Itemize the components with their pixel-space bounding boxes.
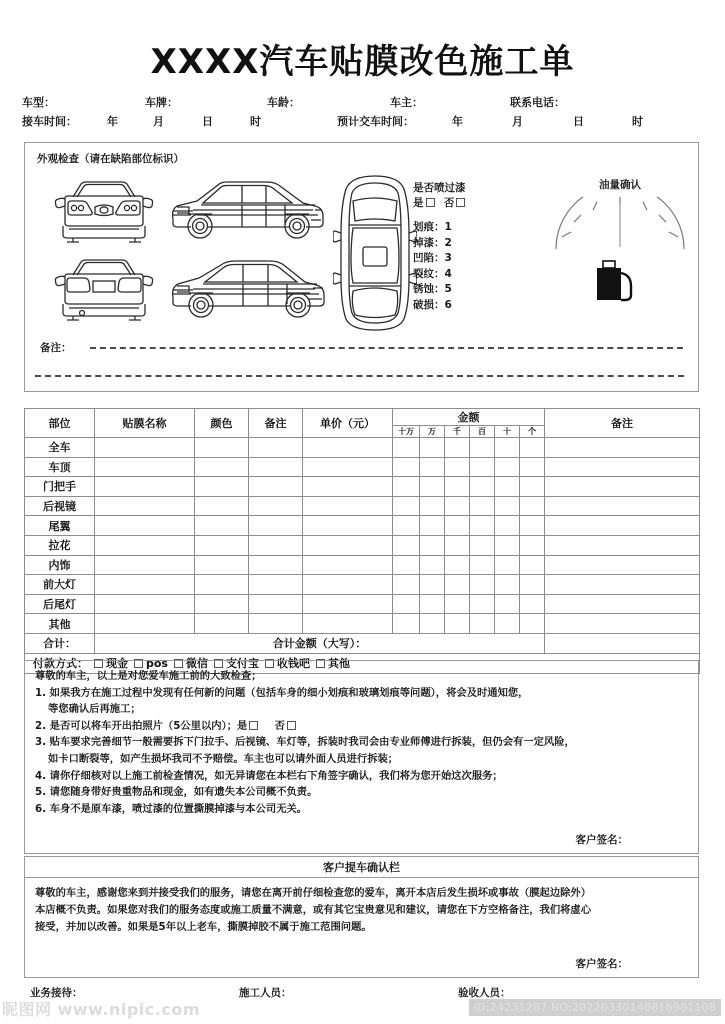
cell-unit-price[interactable] <box>303 535 393 555</box>
cell-film-name[interactable] <box>95 516 195 536</box>
cell-amt-100k[interactable] <box>393 516 420 536</box>
paint-no-checkbox[interactable] <box>456 198 465 207</box>
table-row[interactable] <box>25 614 700 634</box>
th-color: 颜色 <box>195 409 249 438</box>
th-amount-100k: 十万 <box>393 426 420 438</box>
cell-amt-10[interactable] <box>495 614 520 634</box>
cell-remark2[interactable] <box>545 555 700 575</box>
cell-remark2[interactable] <box>545 516 700 536</box>
cell-remark2[interactable] <box>545 438 700 458</box>
table-row[interactable] <box>25 516 700 536</box>
row-part-label: 门把手 <box>25 477 95 497</box>
cell-amt-1k[interactable] <box>445 438 470 458</box>
cell-amt-1k[interactable] <box>445 535 470 555</box>
cell-amt-1k[interactable] <box>445 614 470 634</box>
term-item-3-cont: 如卡口断裂等，如产生损坏我司不予赔偿。车主也可以请外面人员进行拆装； <box>48 752 399 765</box>
term-number: 1. <box>35 686 47 699</box>
deliver-month[interactable]: 月 <box>512 115 523 128</box>
cell-amt-10k[interactable] <box>420 477 445 497</box>
cell-amt-10k[interactable] <box>420 575 445 595</box>
term-text: 如果我方在施工过程中发现有任何新的问题（包括车身的细小划痕和玻璃划痕等问题），将会及时通知您， <box>49 686 529 699</box>
total-row <box>25 633 700 653</box>
term-text: 请你仔细核对以上施工前检查情况，如无异请您在本栏右下角签字确认，我们将为您开始这次服务； <box>49 769 503 782</box>
cell-amt-100k[interactable] <box>393 496 420 516</box>
cell-amt-100[interactable] <box>470 555 495 575</box>
car-rear-view-icon[interactable] <box>51 257 157 323</box>
cell-unit-price[interactable] <box>303 614 393 634</box>
deliver-hour[interactable]: 时 <box>632 115 643 128</box>
term-item-6 <box>35 801 688 818</box>
table-row[interactable] <box>25 594 700 614</box>
cell-amt-10[interactable] <box>495 535 520 555</box>
th-film-name: 贴膜名称 <box>95 409 195 438</box>
receive-hour[interactable]: 时 <box>250 115 261 128</box>
cell-amt-10k[interactable] <box>420 614 445 634</box>
cell-color[interactable] <box>195 477 249 497</box>
table-header-row <box>25 409 700 426</box>
cell-color[interactable] <box>195 535 249 555</box>
cell-amt-1k[interactable] <box>445 575 470 595</box>
row-part-label: 内饰 <box>25 555 95 575</box>
damage-code-scratch <box>413 220 467 236</box>
cell-amt-100k[interactable] <box>393 457 420 477</box>
cell-amt-10[interactable] <box>495 477 520 497</box>
cell-remark[interactable] <box>249 438 303 458</box>
header-fields <box>22 94 703 132</box>
term-item-5 <box>35 784 688 801</box>
payment-option-pos: pos <box>146 657 168 671</box>
fuel-gauge-panel <box>545 177 695 307</box>
row-part-label: 车顶 <box>25 457 95 477</box>
damage-code-rust <box>413 282 467 298</box>
page-title: XXXX汽车贴膜改色施工单 <box>150 42 575 82</box>
car-front-view-icon[interactable] <box>51 179 157 245</box>
cell-unit-price[interactable] <box>303 575 393 595</box>
th-amount-1k: 千 <box>445 426 470 438</box>
table-row[interactable] <box>25 555 700 575</box>
terms-panel <box>24 660 699 854</box>
cell-film-name[interactable] <box>95 438 195 458</box>
damage-label: 裂纹： <box>413 267 445 280</box>
header-row-2 <box>22 113 703 132</box>
cell-amt-1[interactable] <box>520 555 545 575</box>
cell-film-name[interactable] <box>95 477 195 497</box>
term-text: 请您随身带好贵重物品和现金，如有遗失本公司概不负责。 <box>49 786 318 799</box>
payment-option-alipay: 支付宝 <box>225 657 259 671</box>
damage-label: 破损： <box>413 298 445 311</box>
cell-amt-10k[interactable] <box>420 594 445 614</box>
term-text: 贴车要求完善细节一般需要拆下门拉手、后视镜、车灯等，拆装时我司会由专业师傅进行拆装，但仍会有一定风险， <box>49 736 575 749</box>
damage-legend <box>413 181 467 313</box>
cell-remark2[interactable] <box>545 496 700 516</box>
th-amount-10k: 万 <box>420 426 445 438</box>
cell-remark[interactable] <box>249 477 303 497</box>
cell-amt-10[interactable] <box>495 555 520 575</box>
damage-label: 划痕： <box>413 221 445 233</box>
cell-amt-10[interactable] <box>495 516 520 536</box>
table-row[interactable] <box>25 575 700 595</box>
th-amount: 金额 <box>393 409 545 426</box>
fuel-gauge-icon[interactable] <box>552 197 688 251</box>
cell-amt-10k[interactable] <box>420 457 445 477</box>
cell-remark[interactable] <box>249 555 303 575</box>
cell-amt-100[interactable] <box>470 535 495 555</box>
drive-out-no-checkbox[interactable] <box>287 721 296 730</box>
damage-code-broken <box>413 298 467 314</box>
damage-code: 3 <box>444 252 452 264</box>
cell-remark[interactable] <box>249 516 303 536</box>
payment-option-wechat: 微信 <box>185 657 208 671</box>
cell-unit-price[interactable] <box>303 438 393 458</box>
drive-out-no-label: 否 <box>274 719 285 732</box>
term-number: 5. <box>35 786 47 799</box>
cell-amt-100k[interactable] <box>393 614 420 634</box>
damage-code: 2 <box>444 236 452 249</box>
cell-amt-1[interactable] <box>520 477 545 497</box>
exterior-inspection-panel <box>24 142 699 392</box>
cell-amt-10k[interactable] <box>420 516 445 536</box>
field-deliver-time-label: 预计交车时间： <box>337 115 414 128</box>
damage-code-crack <box>413 267 467 283</box>
payment-option-cash: 现金 <box>106 657 128 671</box>
cell-amt-100[interactable] <box>470 575 495 595</box>
cell-amt-100[interactable] <box>470 477 495 497</box>
cell-color[interactable] <box>195 575 249 595</box>
damage-code-paint-loss <box>413 236 467 252</box>
term-number: 2. <box>35 719 47 732</box>
cell-color[interactable] <box>195 457 249 477</box>
cell-remark2[interactable] <box>545 457 700 477</box>
cell-amt-100[interactable] <box>470 594 495 614</box>
cell-color[interactable] <box>195 555 249 575</box>
damage-label: 掉漆： <box>413 236 445 249</box>
reception-label[interactable]: 业务接待： <box>30 987 83 999</box>
inspector-label[interactable]: 验收人员： <box>458 987 511 999</box>
total-words-label[interactable]: 合计金额（大写）： <box>95 633 545 653</box>
damage-code: 4 <box>444 267 452 280</box>
cell-amt-1[interactable] <box>520 594 545 614</box>
damage-code: 5 <box>444 283 452 295</box>
inspection-remark <box>39 339 684 356</box>
total-remark-cell[interactable] <box>545 633 700 653</box>
table-row[interactable] <box>25 438 700 458</box>
cell-amt-1[interactable] <box>520 614 545 634</box>
cell-remark2[interactable] <box>545 477 700 497</box>
cell-amt-100k[interactable] <box>393 555 420 575</box>
cell-film-name[interactable] <box>95 535 195 555</box>
cell-amt-100[interactable] <box>470 614 495 634</box>
cell-amt-1[interactable] <box>520 516 545 536</box>
th-part: 部位 <box>25 409 95 438</box>
car-side-view-icon[interactable] <box>163 177 328 247</box>
table-row[interactable] <box>25 496 700 516</box>
service-items-table <box>24 408 700 674</box>
cell-amt-1[interactable] <box>520 457 545 477</box>
row-part-label: 拉花 <box>25 535 95 555</box>
id-watermark: ID:24231287 NO:20220330140816981108 <box>469 999 721 1016</box>
th-unit-price: 单价（元） <box>303 409 393 438</box>
drive-out-yes-checkbox[interactable] <box>249 721 258 730</box>
pickup-confirm-content <box>25 878 698 936</box>
cell-remark[interactable] <box>249 496 303 516</box>
row-part-label: 前大灯 <box>25 575 95 595</box>
fuel-gauge-title: 油量确认 <box>599 179 641 191</box>
damage-label: 锈蚀： <box>413 283 445 295</box>
cell-amt-10[interactable] <box>495 575 520 595</box>
cell-amt-10k[interactable] <box>420 555 445 575</box>
term-number: 4. <box>35 769 47 782</box>
damage-code: 6 <box>444 298 452 311</box>
cell-unit-price[interactable] <box>303 594 393 614</box>
cell-remark[interactable] <box>249 457 303 477</box>
payment-option-shouqianba: 收钱吧 <box>276 657 310 671</box>
cell-remark[interactable] <box>249 575 303 595</box>
cell-amt-100[interactable] <box>470 438 495 458</box>
cell-amt-1k[interactable] <box>445 555 470 575</box>
table-row[interactable] <box>25 457 700 477</box>
row-part-label: 后视镜 <box>25 496 95 516</box>
paint-no-label: 否 <box>443 197 455 209</box>
payment-option-other: 其他 <box>327 657 350 671</box>
deliver-year[interactable]: 年 <box>452 115 463 128</box>
table-row[interactable] <box>25 535 700 555</box>
cell-unit-price[interactable] <box>303 457 393 477</box>
term-item-4 <box>35 768 688 785</box>
row-part-label: 其他 <box>25 614 95 634</box>
car-diagrams[interactable] <box>33 173 423 333</box>
paint-question: 是否喷过漆 <box>413 182 466 194</box>
field-car-model[interactable]: 车型： <box>22 96 55 109</box>
payment-label: 付款方式： <box>33 657 88 671</box>
term-item-1 <box>35 685 688 702</box>
row-part-label: 尾翼 <box>25 516 95 536</box>
th-remark2: 备注 <box>545 409 700 438</box>
cell-unit-price[interactable] <box>303 555 393 575</box>
field-receive-time-label: 接车时间： <box>22 115 77 128</box>
cell-amt-10k[interactable] <box>420 438 445 458</box>
cell-unit-price[interactable] <box>303 477 393 497</box>
table-row[interactable] <box>25 477 700 497</box>
term-item-2 <box>35 718 688 735</box>
fuel-can-icon <box>593 259 637 303</box>
cell-amt-1k[interactable] <box>445 457 470 477</box>
cell-amt-100k[interactable] <box>393 575 420 595</box>
term-text: 是否可以将车开出拍照片（5公里以内）；是 <box>49 719 248 732</box>
th-remark: 备注 <box>249 409 303 438</box>
row-part-label: 全车 <box>25 438 95 458</box>
cell-amt-1k[interactable] <box>445 594 470 614</box>
cell-unit-price[interactable] <box>303 496 393 516</box>
term-item-1-cont: 等您确认后再施工； <box>48 703 141 716</box>
car-top-view-icon[interactable] <box>333 173 417 333</box>
cell-film-name[interactable] <box>95 614 195 634</box>
cell-color[interactable] <box>195 594 249 614</box>
cell-amt-1[interactable] <box>520 496 545 516</box>
pickup-line-3: 接受，并加以改善。如果是5年以上老车，撕膜掉胶不属于施工范围问题。 <box>35 921 372 933</box>
cell-film-name[interactable] <box>95 457 195 477</box>
th-amount-100: 百 <box>470 426 495 438</box>
cell-film-name[interactable] <box>95 575 195 595</box>
terms-customer-signature[interactable]: 客户签名： <box>575 834 628 846</box>
paint-yes-checkbox[interactable] <box>426 198 435 207</box>
pickup-confirm-panel <box>24 878 699 978</box>
cell-amt-10[interactable] <box>495 594 520 614</box>
term-number: 3. <box>35 736 47 749</box>
total-label: 合计： <box>25 633 95 653</box>
terms-content <box>25 661 698 817</box>
cell-amt-1[interactable] <box>520 438 545 458</box>
cell-remark2[interactable] <box>545 575 700 595</box>
cell-color[interactable] <box>195 438 249 458</box>
cell-unit-price[interactable] <box>303 516 393 536</box>
term-text: 车身不是原车漆，喷过漆的位置撕膜掉漆与本公司无关。 <box>49 802 308 815</box>
cell-amt-100[interactable] <box>470 457 495 477</box>
terms-intro: 尊敬的车主，以上是对您爱车施工前的大致检查； <box>35 670 262 682</box>
pickup-line-1: 尊敬的车主，感谢您来到并接受我们的服务，请您在离开前仔细检查您的爱车，离开本店后发生损坏或事故（膜起边除外） <box>35 887 592 899</box>
pickup-customer-signature[interactable]: 客户签名： <box>575 958 628 970</box>
pickup-line-2: 本店概不负责。如果您对我们的服务态度或施工质量不满意，或有其它宝贵意见和建议，请您在下方空格备注，我们将虚心 <box>35 904 592 916</box>
cell-color[interactable] <box>195 614 249 634</box>
cell-amt-100[interactable] <box>470 516 495 536</box>
cell-film-name[interactable] <box>95 496 195 516</box>
cell-amt-100k[interactable] <box>393 477 420 497</box>
cell-remark2[interactable] <box>545 594 700 614</box>
cell-amt-1[interactable] <box>520 575 545 595</box>
th-amount-1: 个 <box>520 426 545 438</box>
cell-film-name[interactable] <box>95 555 195 575</box>
cell-amt-100k[interactable] <box>393 438 420 458</box>
cell-amt-10k[interactable] <box>420 496 445 516</box>
damage-code-dent <box>413 251 467 267</box>
term-number: 6. <box>35 802 47 815</box>
cell-remark2[interactable] <box>545 614 700 634</box>
paint-yes-label: 是 <box>413 197 424 209</box>
remark-line-2[interactable] <box>35 375 684 377</box>
damage-code: 1 <box>444 221 452 233</box>
receive-day[interactable]: 日 <box>202 115 213 128</box>
cell-amt-1[interactable] <box>520 535 545 555</box>
receive-month[interactable]: 月 <box>153 115 164 128</box>
inspection-title: 外观检查（请在缺陷部位标识） <box>37 153 184 165</box>
damage-code-list <box>413 220 467 313</box>
site-watermark: 昵图网 www.nipic.com <box>2 1000 200 1019</box>
cell-film-name[interactable] <box>95 594 195 614</box>
cell-amt-1k[interactable] <box>445 496 470 516</box>
field-owner[interactable]: 车主： <box>390 96 423 109</box>
header-row-1 <box>22 94 703 113</box>
field-phone[interactable]: 联系电话： <box>510 96 565 109</box>
cell-amt-100k[interactable] <box>393 535 420 555</box>
cell-amt-100[interactable] <box>470 496 495 516</box>
cell-color[interactable] <box>195 516 249 536</box>
pickup-confirm-header: 客户提车确认栏 <box>24 856 699 878</box>
remark-label: 备注： <box>40 342 72 354</box>
cell-amt-10[interactable] <box>495 496 520 516</box>
worker-label[interactable]: 施工人员： <box>239 987 292 999</box>
receive-year[interactable]: 年 <box>107 115 118 128</box>
cell-remark[interactable] <box>249 614 303 634</box>
cell-color[interactable] <box>195 496 249 516</box>
cell-amt-10[interactable] <box>495 457 520 477</box>
car-side-view-2-icon[interactable] <box>163 257 328 327</box>
cell-amt-10[interactable] <box>495 438 520 458</box>
cell-amt-1k[interactable] <box>445 516 470 536</box>
field-car-age[interactable]: 车龄： <box>267 96 300 109</box>
table-body <box>25 438 700 674</box>
cell-amt-1k[interactable] <box>445 477 470 497</box>
deliver-day[interactable]: 日 <box>573 115 584 128</box>
damage-label: 凹陷： <box>413 252 445 264</box>
th-amount-10: 十 <box>495 426 520 438</box>
field-plate[interactable]: 车牌： <box>145 96 178 109</box>
paint-answer-row <box>413 196 467 211</box>
row-part-label: 后尾灯 <box>25 594 95 614</box>
cell-remark2[interactable] <box>545 535 700 555</box>
cell-amt-100k[interactable] <box>393 594 420 614</box>
cell-remark[interactable] <box>249 594 303 614</box>
cell-amt-10k[interactable] <box>420 535 445 555</box>
term-item-3 <box>35 734 688 751</box>
cell-remark[interactable] <box>249 535 303 555</box>
remark-line-1[interactable] <box>89 339 684 356</box>
